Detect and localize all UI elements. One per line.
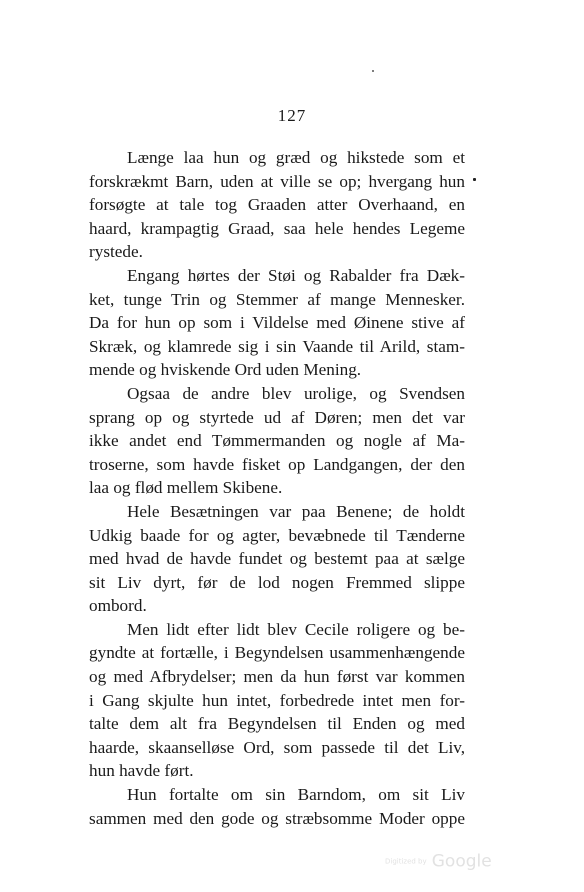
text-line: Da for hun op som i Vildelse med Øinene stive af xyxy=(89,313,465,333)
text-line: haarde, skaanselløse Ord, som passede til det Liv, xyxy=(89,737,465,757)
text-line: Hun fortalte om sin Barndom, om sit Liv xyxy=(127,785,465,805)
text-line: forsøgte at tale tog Graaden atter Overhaand, en xyxy=(89,195,465,215)
text-line: Ogsaa de andre blev urolige, og Svendsen xyxy=(127,383,465,403)
text-line: ombord. xyxy=(89,596,147,616)
paper-speck xyxy=(372,70,374,72)
text-line: talte dem alt fra Begyndelsen til Enden og med xyxy=(89,714,465,734)
text-line: sammen med den gode og stræbsomme Moder oppe xyxy=(89,808,465,828)
text-line: sit Liv dyrt, før de lod nogen Fremmed slippe xyxy=(89,572,465,592)
body-text xyxy=(89,146,465,830)
text-line: haard, krampagtig Graad, saa hele hendes Legeme xyxy=(89,218,465,238)
text-line: Længe laa hun og græd og hikstede som et xyxy=(127,148,465,167)
text-line: gyndte at fortælle, i Begyndelsen usammenhængende xyxy=(89,643,465,663)
text-line: rystede. xyxy=(89,242,143,262)
text-line: ikke andet end Tømmermanden og nogle af Ma- xyxy=(89,431,465,451)
text-line: Men lidt efter lidt blev Cecile roligere og be- xyxy=(127,619,465,639)
text-line: i Gang skjulte hun intet, forbedrede intet men for- xyxy=(89,690,465,710)
text-line: og med Afbrydelser; men da hun først var kommen xyxy=(89,667,465,687)
text-line: Udkig baade for og agter, bevæbnede til Tænderne xyxy=(89,525,465,545)
watermark-prefix: Digitized by xyxy=(385,857,427,866)
text-line: troserne, som havde fisket op Landgangen, der den xyxy=(89,454,465,474)
text-line: ket, tunge Trin og Stemmer af mange Mennesker. xyxy=(89,289,465,309)
digitization-watermark xyxy=(385,851,492,872)
text-line: Engang hørtes der Støi og Rabalder fra Dæk- xyxy=(127,265,465,285)
google-logo: Google xyxy=(431,851,492,872)
text-line: hun havde ført. xyxy=(89,761,194,781)
text-line: forskrækmt Barn, uden at ville se op; hvergang hun xyxy=(89,171,465,191)
text-line: mende og hviskende Ord uden Mening. xyxy=(89,360,362,380)
text-line: laa og flød mellem Skibene. xyxy=(89,478,283,498)
text-line: sprang op og styrtede ud af Døren; men det var xyxy=(89,407,465,427)
paper-speck xyxy=(473,178,476,181)
text-line: Skræk, og klamrede sig i sin Vaande til Arild, stam- xyxy=(89,336,465,356)
page-number: 127 xyxy=(277,106,307,125)
text-line: Hele Besætningen var paa Benene; de holdt xyxy=(127,501,465,521)
text-line: med hvad de havde fundet og bestemt paa at sælge xyxy=(89,549,465,569)
